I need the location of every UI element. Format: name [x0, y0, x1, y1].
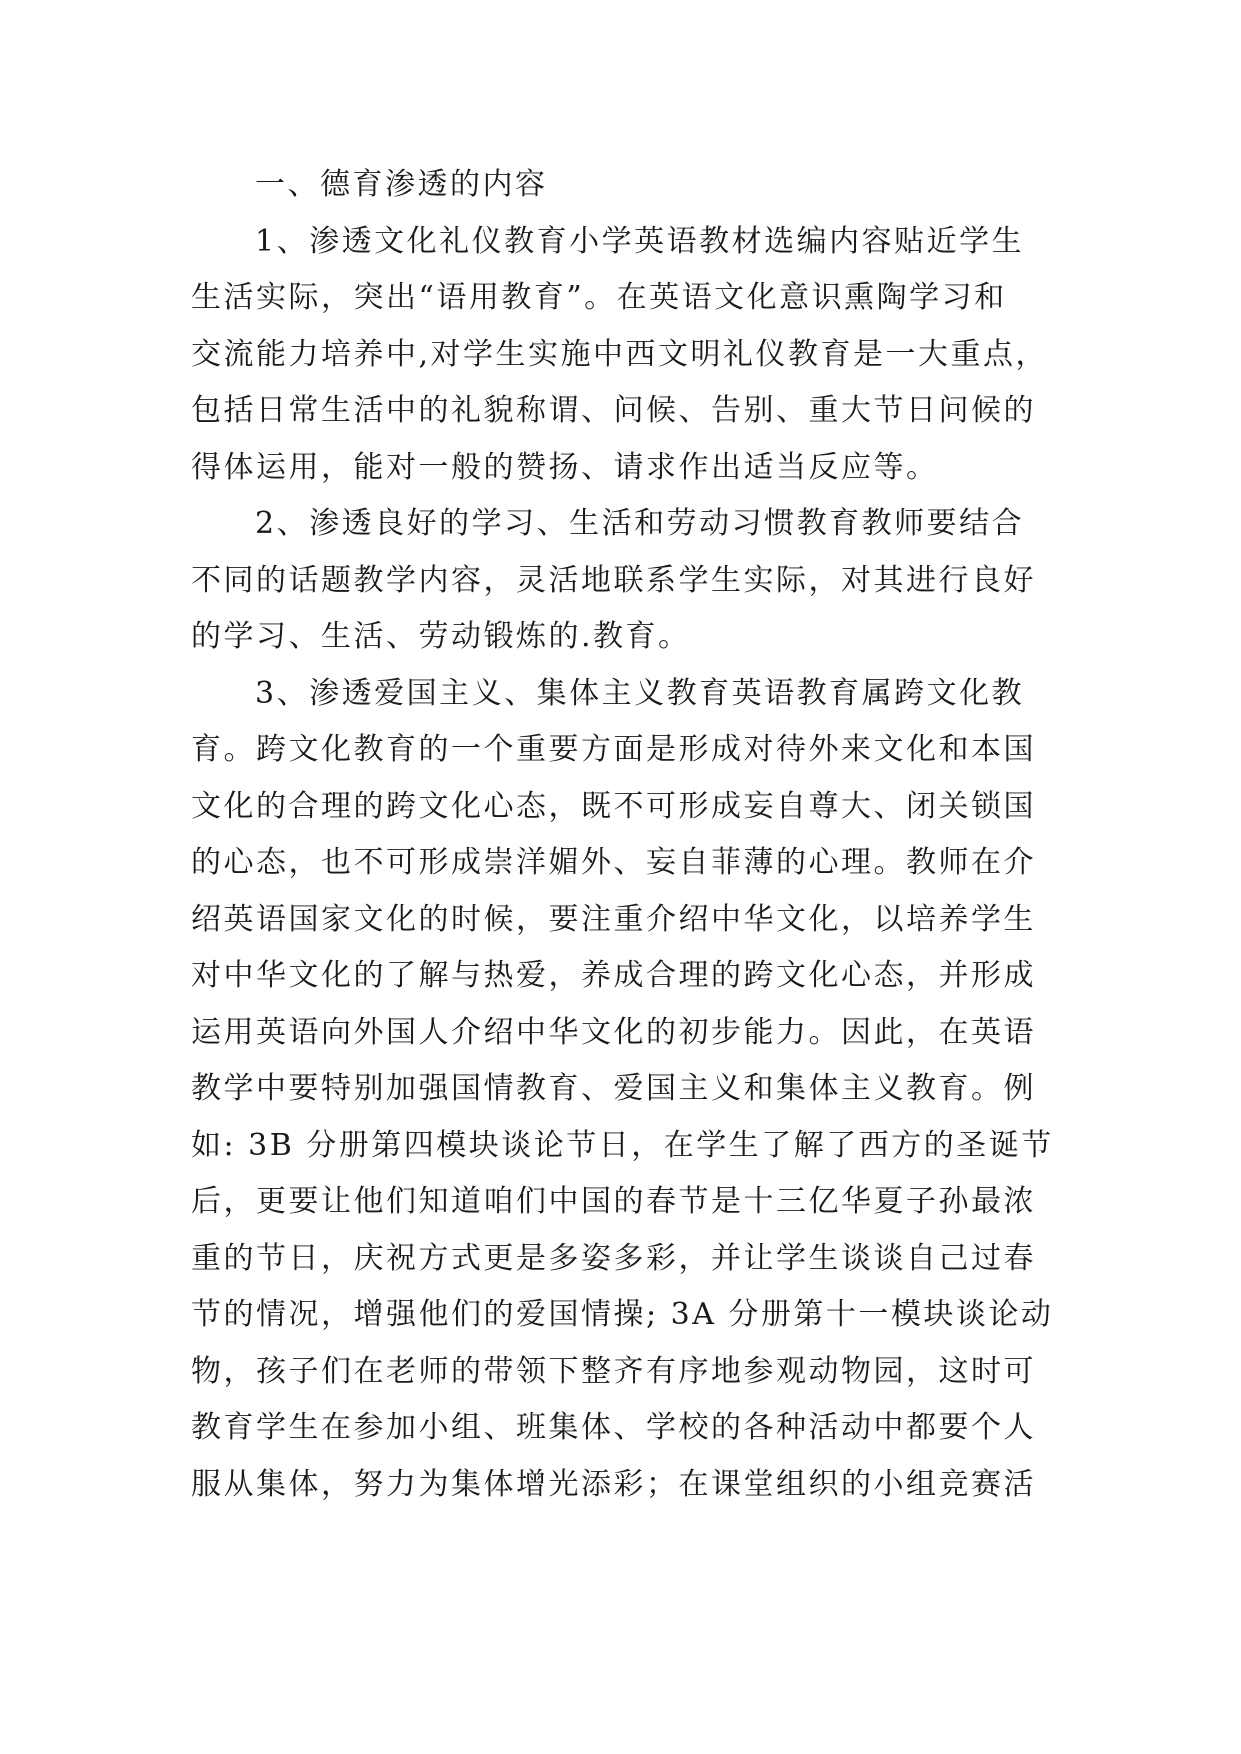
section-heading: 一、德育渗透的内容: [255, 167, 548, 202]
paragraph-line: 对中华文化的了解与热爱，养成合理的跨文化心态，并形成: [191, 958, 1036, 993]
paragraph-line: 服从集体，努力为集体增光添彩；在课堂组织的小组竞赛活: [191, 1466, 1036, 1502]
paragraph-line: 生活实际，突出“语用教育”。在英语文化意识熏陶学习和: [191, 280, 1007, 315]
paragraph-line: 得体运用，能对一般的赞扬、请求作出适当反应等。: [191, 449, 939, 485]
paragraph-line: 节的情况，增强他们的爱国情操; 3A 分册第十一模块谈论动: [191, 1297, 1054, 1332]
paragraph-line: 运用英语向外国人介绍中华文化的初步能力。因此，在英语: [191, 1014, 1036, 1050]
paragraph-line: 如: 3B 分册第四模块谈论节日，在学生了解了西方的圣诞节: [191, 1127, 1054, 1163]
paragraph-line: 教育学生在参加小组、班集体、学校的各种活动中都要个人: [191, 1410, 1036, 1445]
paragraph-line: 3、渗透爱国主义、集体主义教育英语教育属跨文化教: [255, 675, 1025, 711]
paragraph-line: 物，孩子们在老师的带领下整齐有序地参观动物园，这时可: [191, 1353, 1036, 1389]
paragraph-line: 包括日常生活中的礼貌称谓、问候、告别、重大节日问候的: [191, 393, 1036, 428]
paragraph-line: 的学习、生活、劳动锻炼的.教育。: [191, 619, 691, 654]
paragraph-line: 2、渗透良好的学习、生活和劳动习惯教育教师要结合: [255, 506, 1025, 541]
paragraph-line: 的心态，也不可形成崇洋媚外、妄自菲薄的心理。教师在介: [191, 845, 1036, 880]
paragraph-line: 不同的话题教学内容，灵活地联系学生实际，对其进行良好: [191, 562, 1036, 598]
paragraph-line: 后，更要让他们知道咱们中国的春节是十三亿华夏子孙最浓: [191, 1184, 1036, 1219]
paragraph-line: 交流能力培养中,对学生实施中西文明礼仪教育是一大重点，: [191, 336, 1049, 372]
paragraph-line: 文化的合理的跨文化心态，既不可形成妄自尊大、闭关锁国: [191, 788, 1036, 824]
paragraph-line: 教学中要特别加强国情教育、爱国主义和集体主义教育。例: [191, 1071, 1036, 1106]
paragraph-line: 1、渗透文化礼仪教育小学英语教材选编内容贴近学生: [255, 223, 1025, 259]
paragraph-line: 育。跨文化教育的一个重要方面是形成对待外来文化和本国: [191, 732, 1036, 767]
document-body: [191, 157, 1053, 1513]
paragraph-line: 重的节日，庆祝方式更是多姿多彩，并让学生谈谈自己过春: [191, 1240, 1036, 1276]
paragraph-line: 绍英语国家文化的时候，要注重介绍中华文化，以培养学生: [191, 901, 1036, 937]
